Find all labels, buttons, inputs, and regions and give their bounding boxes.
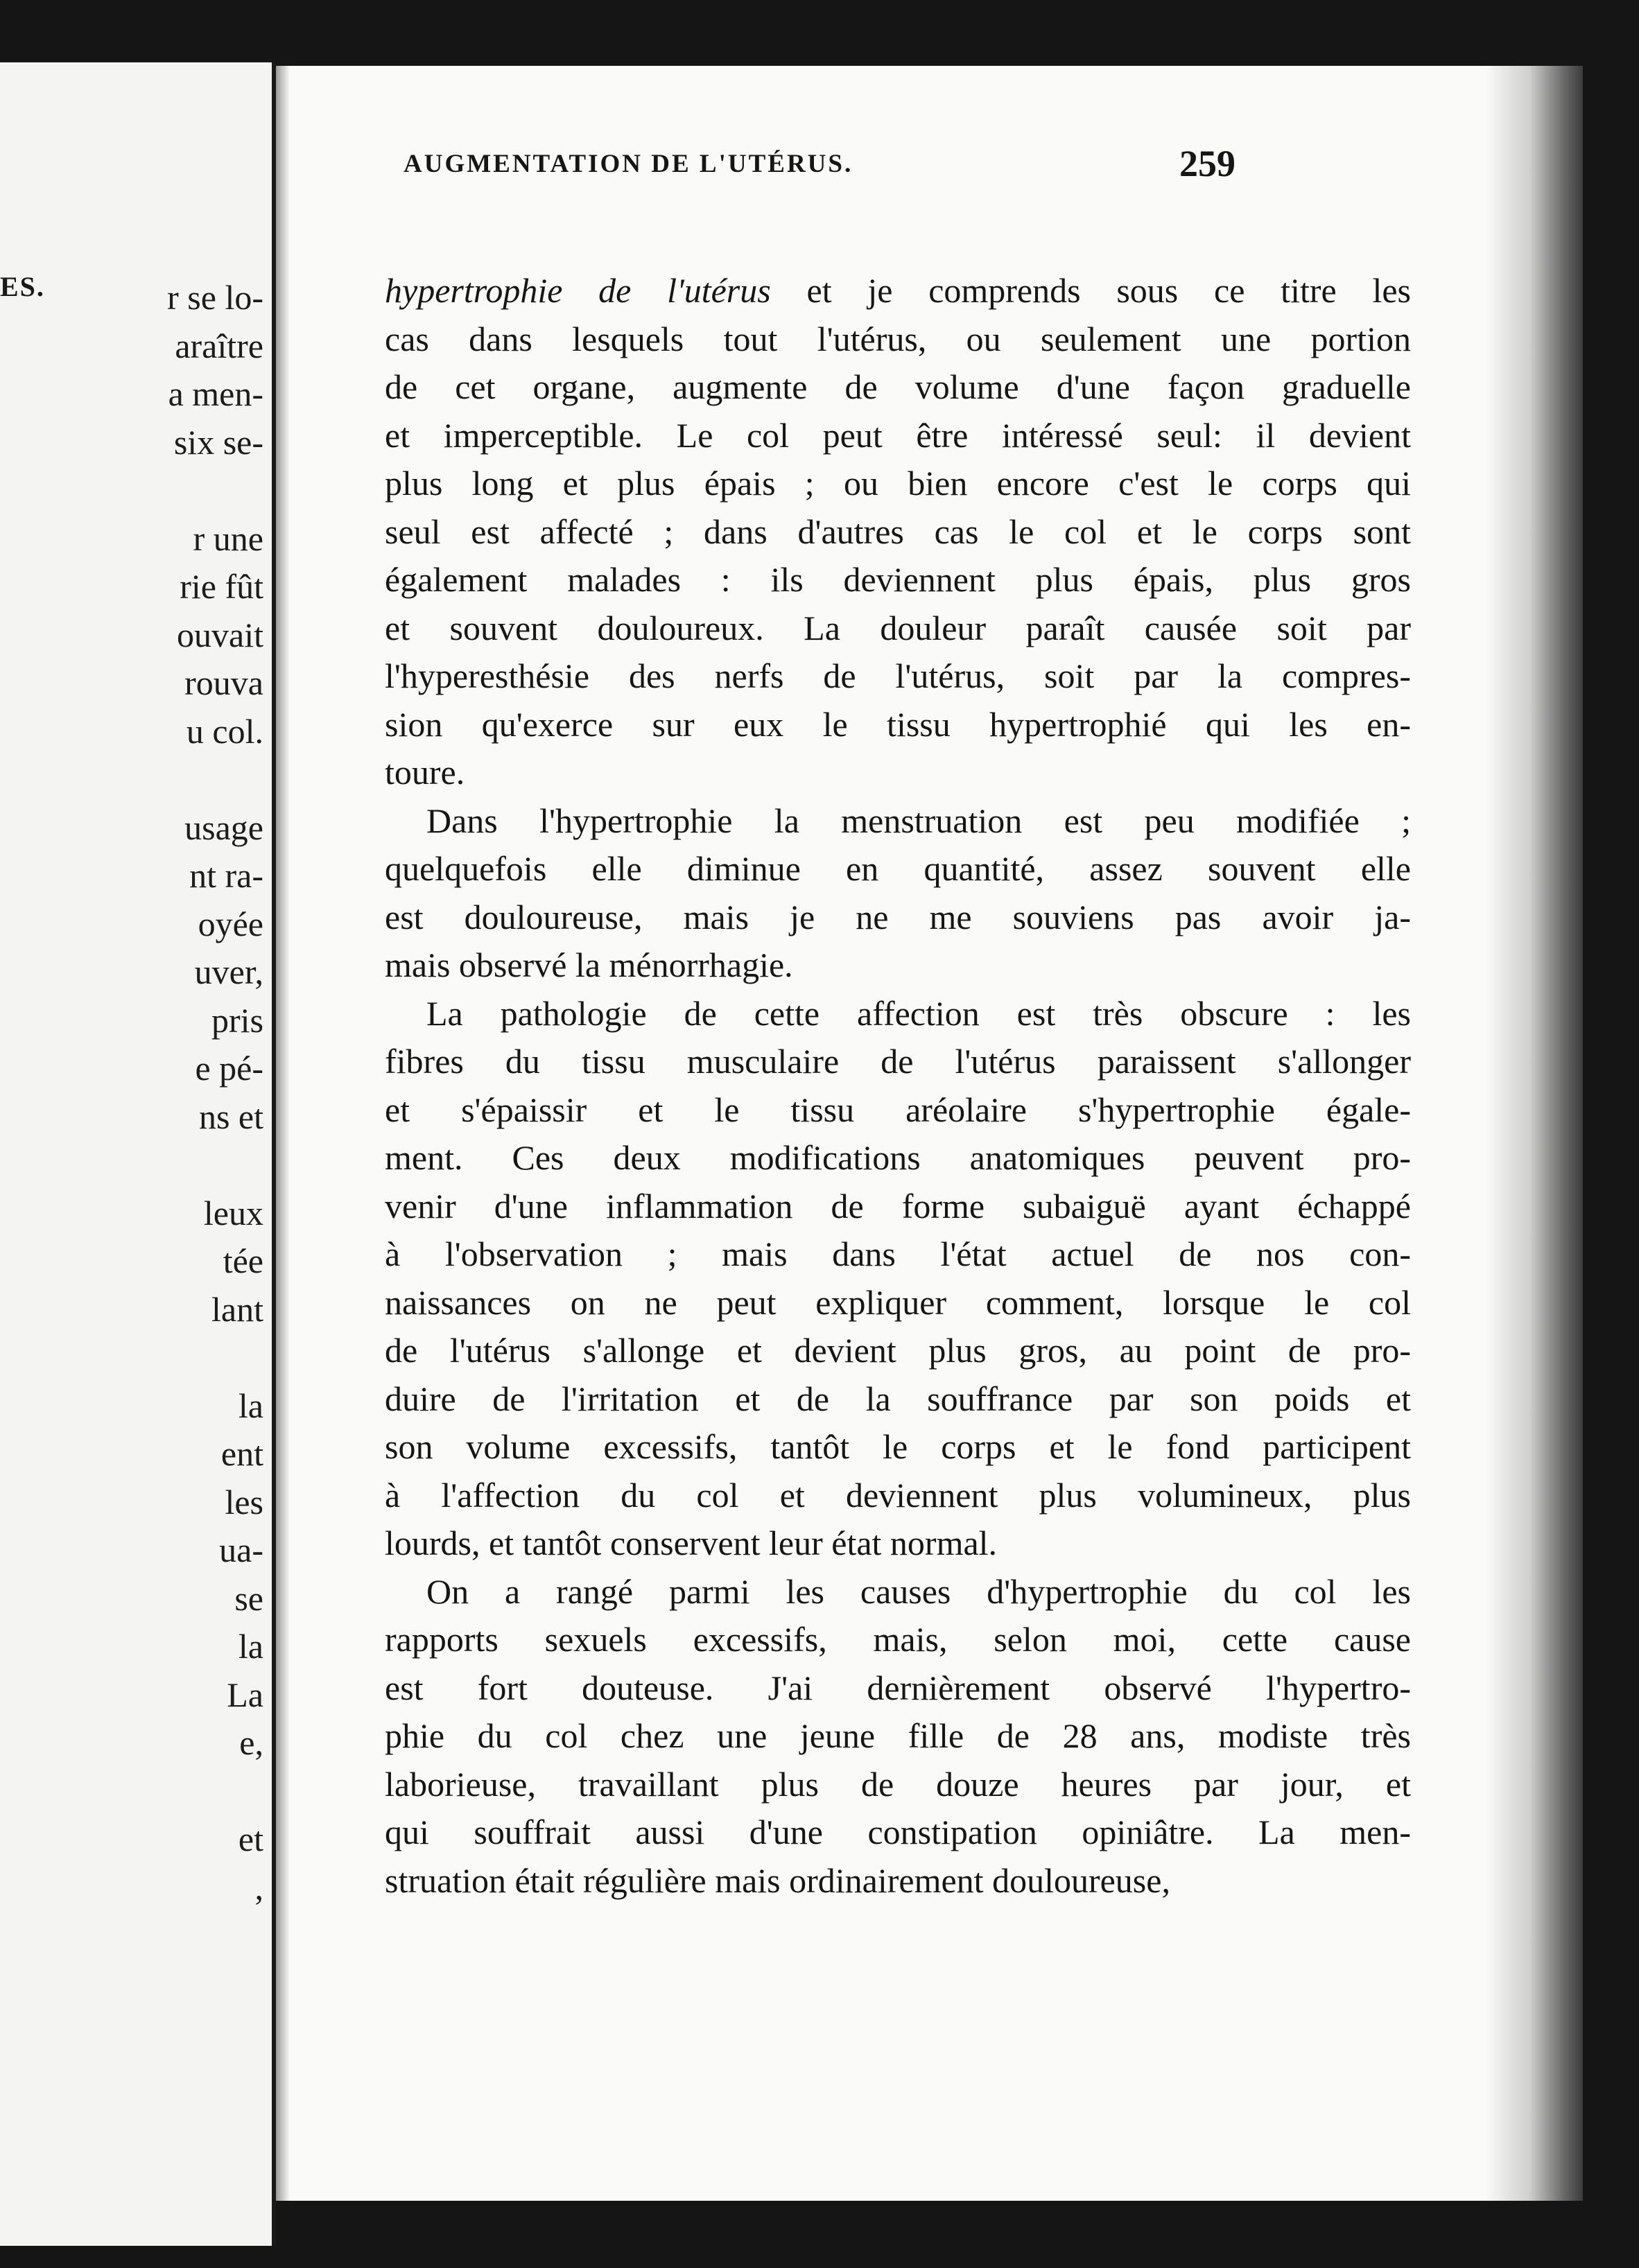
text-line: son volume excessifs, tantôt le corps et le fond participent [385, 1427, 1411, 1466]
paragraph [385, 797, 1411, 990]
text-line: plus long et plus épais ; ou bien encore c'est le corps qui [385, 464, 1411, 503]
previous-page-line: les [225, 1482, 263, 1521]
text-line: struation était régulière mais ordinairement douloureuse, [385, 1860, 1170, 1900]
previous-page-line: u col. [186, 711, 263, 751]
previous-page-line: ua- [219, 1530, 263, 1569]
text-line: phie du col chez une jeune fille de 28 ans, modiste très [385, 1716, 1411, 1755]
previous-page-line: et [238, 1820, 263, 1858]
text-line: qui souffrait aussi d'une constipation opiniâtre. La men- [385, 1813, 1411, 1851]
text-line: à l'observation ; mais dans l'état actuel de nos con- [385, 1235, 1411, 1273]
text-line: est fort douteuse. J'ai dernièrement observé l'hypertro- [385, 1668, 1411, 1707]
previous-page-line: leux [203, 1193, 263, 1232]
previous-page-line: uver, [194, 952, 263, 991]
text-line: à l'affection du col et deviennent plus volumineux, plus [385, 1475, 1411, 1515]
previous-page-line: r se lo- [167, 278, 263, 317]
line-remainder: et je comprends sous ce titre les [770, 271, 1411, 310]
page-number: 259 [1179, 143, 1235, 184]
text-line: fibres du tissu musculaire de l'utérus paraissent s'allonger [385, 1042, 1411, 1081]
text-line: laborieuse, travaillant plus de douze heures par jour, et [385, 1764, 1411, 1804]
text-line: l'hyperesthésie des nerfs de l'utérus, soit par la compres- [385, 656, 1411, 695]
previous-page-line: rie fût [180, 567, 263, 606]
text-line: et imperceptible. Le col peut être intéressé seul: il devient [385, 415, 1411, 455]
text-line: ment. Ces deux modifications anatomiques peuvent pro- [385, 1138, 1411, 1177]
body-text [385, 267, 1411, 1905]
text-line [385, 267, 1411, 315]
paragraph [385, 1568, 1411, 1905]
previous-page-line: e, [239, 1723, 263, 1762]
previous-page-line: se [234, 1578, 263, 1618]
text-line: quelquefois elle diminue en quantité, assez souvent elle [385, 849, 1411, 888]
text-line: seul est affecté ; dans d'autres cas le col et le corps sont [385, 512, 1411, 551]
previous-page-line: six se- [173, 422, 263, 462]
italic-term: hypertrophie de l'utérus [385, 271, 771, 310]
text-line: et s'épaissir et le tissu aréolaire s'hypertrophie égale- [385, 1090, 1411, 1129]
previous-page-line: araître [175, 326, 263, 365]
text-line: La pathologie de cette affection est très obscure : les [426, 993, 1411, 1033]
previous-page-line: nt ra- [189, 856, 263, 895]
paragraph [385, 267, 1411, 797]
previous-page-line: tée [223, 1241, 263, 1280]
text-line: duire de l'irritation et de la souffrance par son poids et [385, 1379, 1411, 1418]
previous-page-line: la [238, 1386, 263, 1425]
previous-page-line: , [254, 1867, 263, 1907]
previous-page-line: ns et [198, 1097, 263, 1136]
text-line: On a rangé parmi les causes d'hypertrophie du col les [426, 1571, 1411, 1611]
text-line: également malades : ils deviennent plus épais, plus gros [385, 560, 1411, 599]
text-line: mais observé la ménorrhagie. [385, 945, 793, 984]
previous-page-line: lant [211, 1289, 263, 1329]
previous-page-line: la [238, 1627, 263, 1666]
text-line: venir d'une inflammation de forme subaiguë ayant échappé [385, 1186, 1411, 1225]
previous-page-fragment [0, 62, 276, 2246]
text-line: de cet organe, augmente de volume d'une façon graduelle [385, 367, 1411, 406]
paragraph [385, 990, 1411, 1568]
previous-page-line: pris [211, 1000, 263, 1040]
text-line: toure. [385, 753, 465, 792]
previous-page-line: La [227, 1675, 263, 1714]
text-line: Dans l'hypertrophie la menstruation est peu modifiée ; [426, 801, 1411, 840]
text-line: lourds, et tantôt conservent leur état normal. [385, 1524, 998, 1562]
previous-page-line: r une [193, 518, 263, 558]
previous-page-running-head: ES. [0, 271, 45, 302]
previous-page-line: usage [184, 808, 263, 847]
page-header [404, 142, 1235, 184]
running-head: AUGMENTATION DE L'UTÉRUS. [404, 150, 853, 178]
text-line: rapports sexuels excessifs, mais, selon moi, cette cause [385, 1620, 1411, 1659]
text-line: sion qu'exerce sur eux le tissu hypertrophié qui les en- [385, 704, 1411, 744]
text-line: est douloureuse, mais je ne me souviens pas avoir ja- [385, 897, 1411, 936]
previous-page-line: rouva [184, 663, 263, 702]
previous-page-line: ouvait [177, 615, 263, 654]
text-line: de l'utérus s'allonge et devient plus gros, au point de pro- [385, 1331, 1411, 1370]
previous-page-line: ent [220, 1434, 263, 1473]
text-line: naissances on ne peut expliquer comment, lorsque le col [385, 1282, 1411, 1322]
page-gutter [276, 66, 290, 2201]
previous-page-line: a men- [168, 374, 263, 413]
previous-page-line: e pé- [195, 1049, 263, 1088]
text-line: et souvent douloureux. La douleur paraît causée soit par [385, 608, 1411, 647]
text-line: cas dans lesquels tout l'utérus, ou seulement une portion [385, 319, 1411, 358]
previous-page-line: oyée [198, 904, 263, 943]
page-edge-shadow [1486, 66, 1583, 2201]
